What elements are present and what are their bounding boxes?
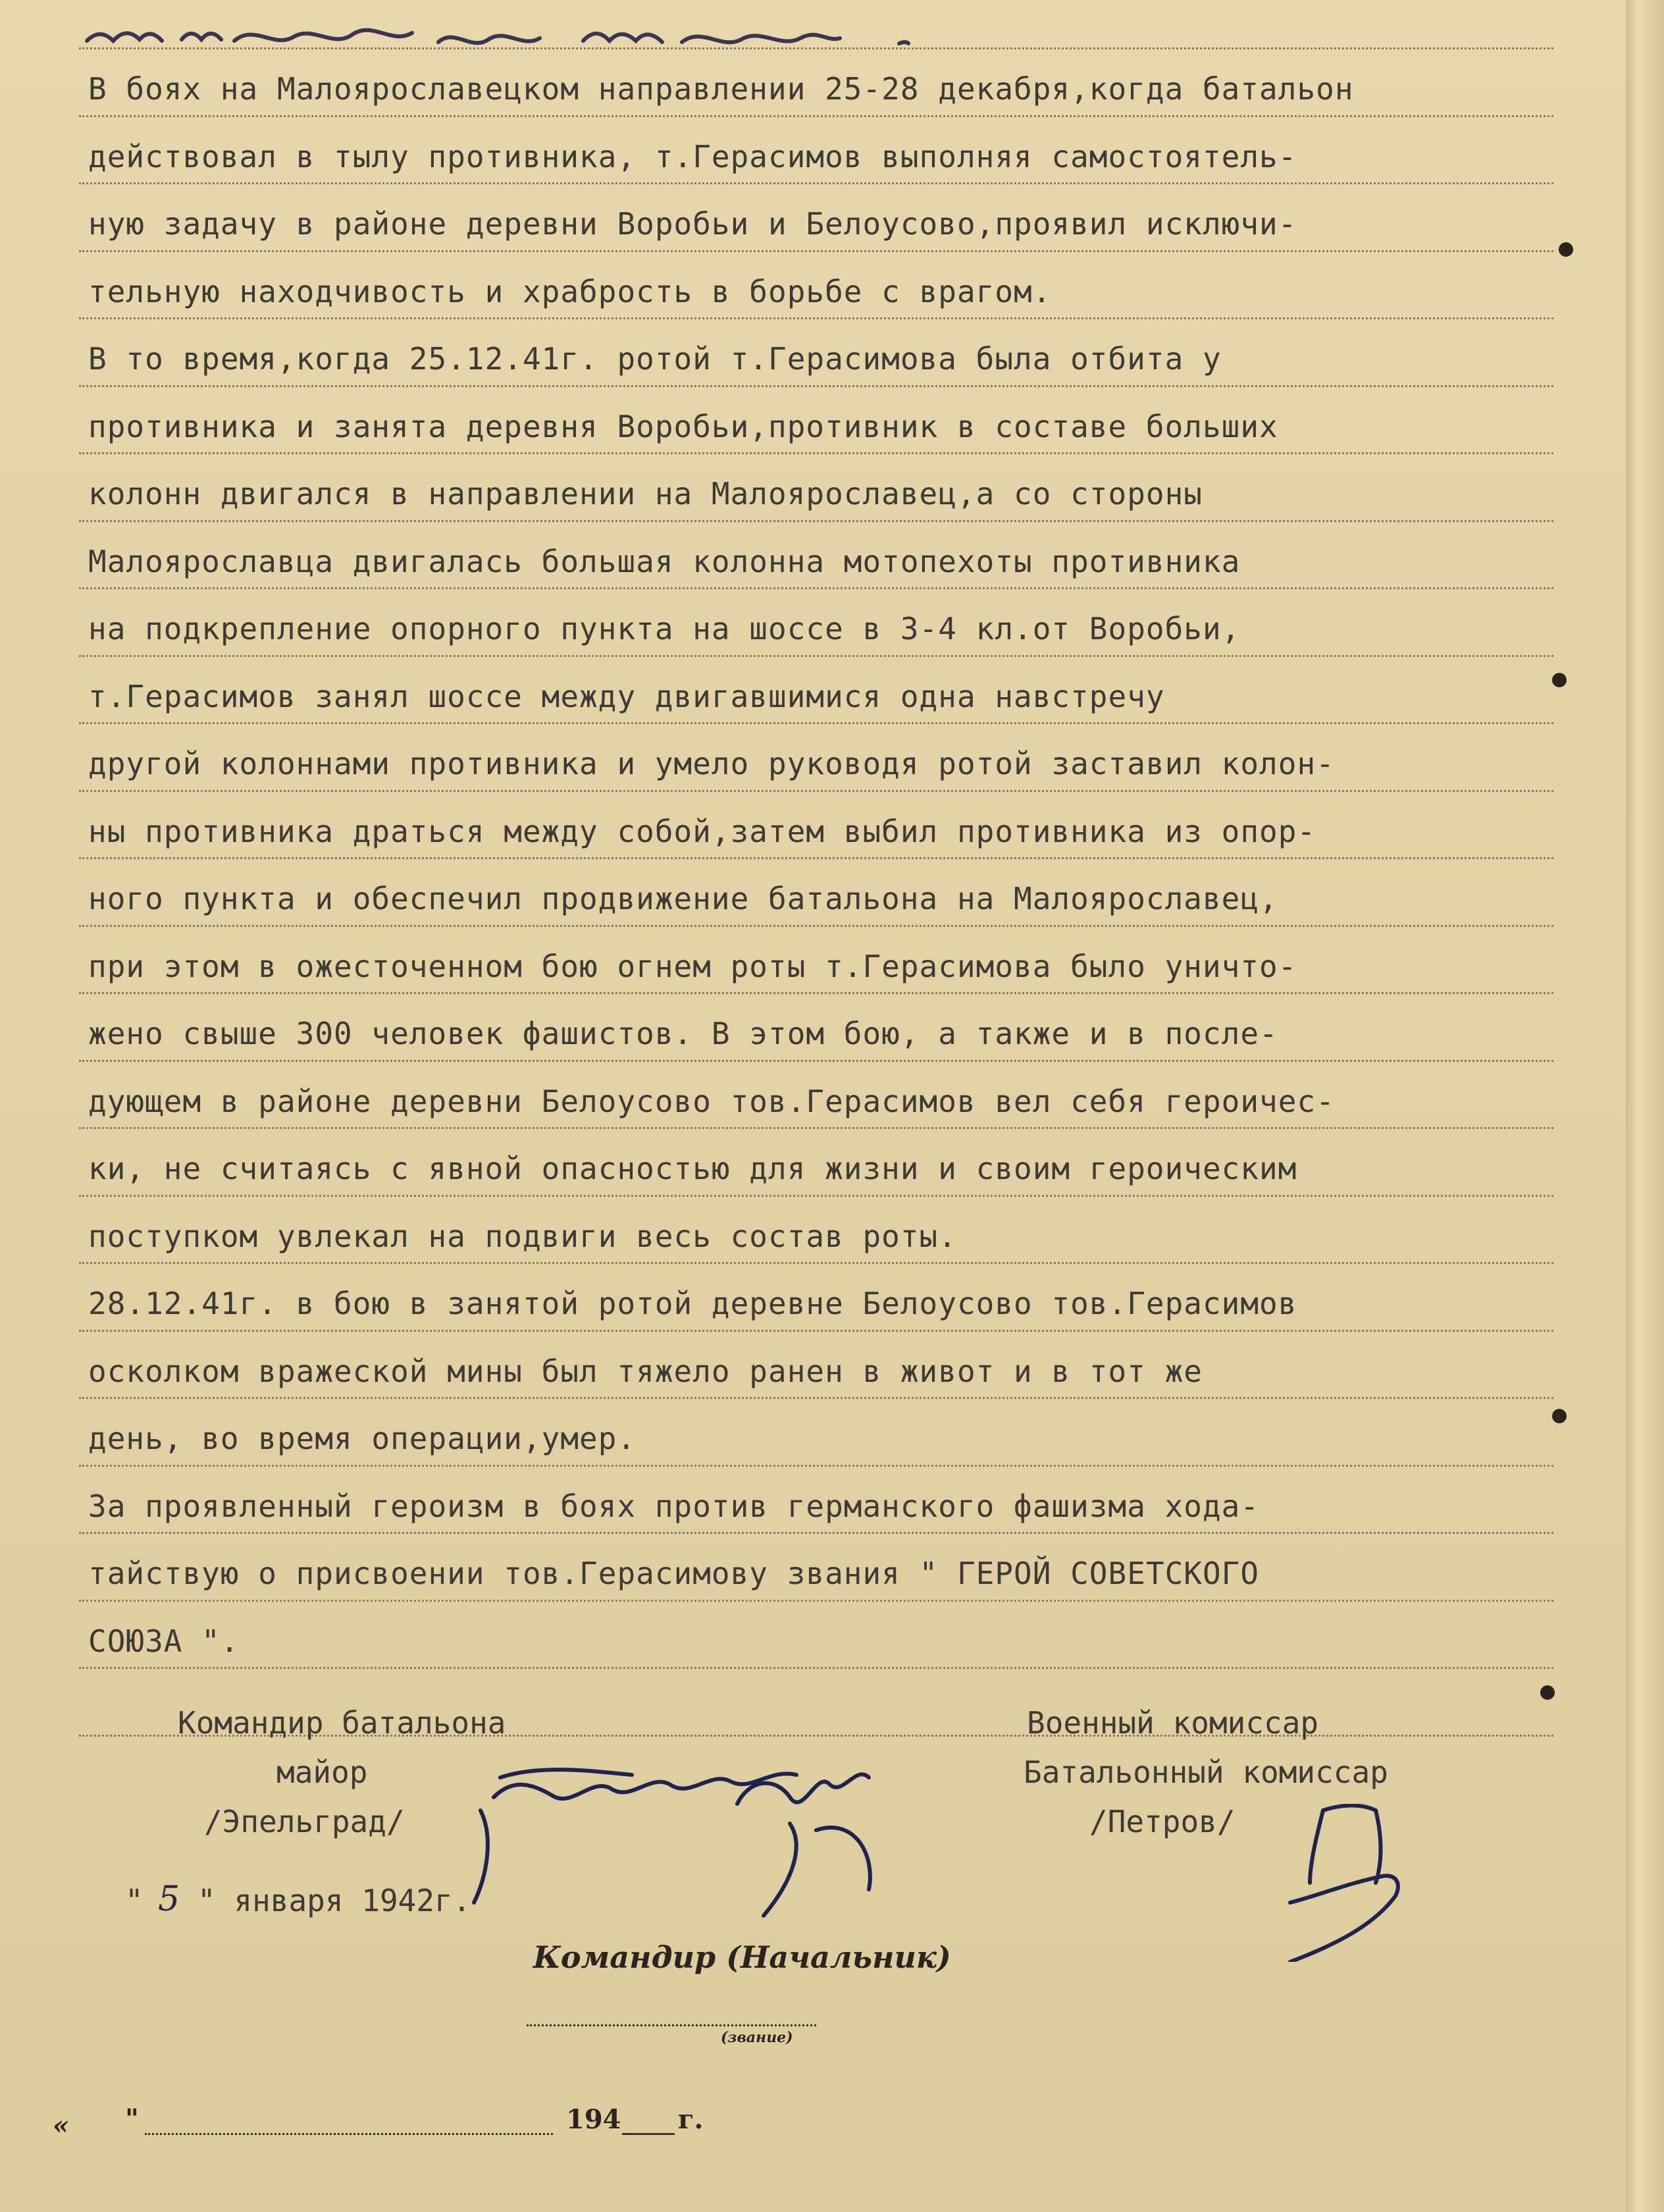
form-rank-line xyxy=(527,2024,816,2026)
body-line: СОЮЗА ". xyxy=(88,1623,240,1659)
body-line: В боях на Малоярославецком направлении 25-28 декабря,когда батальон xyxy=(88,71,1354,107)
form-year-suffix: г. xyxy=(678,2104,704,2135)
dotted-rule xyxy=(79,1330,1553,1332)
dotted-rule xyxy=(79,857,1553,859)
body-line: колонн двигался в направлении на Малоярославец,а со стороны xyxy=(88,476,1203,512)
dotted-rule xyxy=(79,1127,1553,1129)
body-line: За проявленный героизм в боях против германского фашизма хода- xyxy=(88,1488,1260,1524)
dotted-rule xyxy=(79,182,1553,184)
dotted-rule xyxy=(79,1195,1553,1197)
commander-title: Командир батальона xyxy=(178,1705,506,1741)
form-commander-label: Командир (Начальник) xyxy=(533,1939,951,1975)
punch-hole xyxy=(1559,242,1573,257)
commander-signature xyxy=(461,1751,935,1922)
dotted-rule xyxy=(79,47,1553,49)
form-date-line xyxy=(145,2133,553,2135)
dotted-rule xyxy=(79,1532,1553,1534)
dotted-rule xyxy=(79,1397,1553,1399)
dotted-rule xyxy=(79,115,1553,117)
commissar-title: Военный комиссар xyxy=(1027,1705,1319,1741)
commander-name: /Эпельград/ xyxy=(204,1804,405,1839)
date-day: 5 xyxy=(158,1880,180,1919)
body-line: действовал в тылу противника, т.Герасимов выполняя самостоятель- xyxy=(88,139,1297,174)
date-rest: " января 1942г. xyxy=(197,1883,471,1918)
dotted-rule xyxy=(79,250,1553,252)
dotted-rule xyxy=(79,925,1553,927)
body-line: жено свыше 300 человек фашистов. В этом бою, а также и в после- xyxy=(88,1016,1278,1051)
dotted-rule xyxy=(79,655,1553,657)
dotted-rule xyxy=(79,385,1553,387)
body-line: т.Герасимов занял шоссе между двигавшимися одна навстречу xyxy=(88,679,1165,714)
dotted-rule xyxy=(79,1667,1553,1669)
dotted-rule xyxy=(79,317,1553,319)
body-line: на подкрепление опорного пункта на шоссе в 3-4 кл.от Воробьи, xyxy=(88,611,1241,646)
page-edge xyxy=(1626,0,1664,2212)
dotted-rule xyxy=(79,520,1553,522)
dotted-rule xyxy=(79,1060,1553,1062)
punch-hole xyxy=(1552,673,1567,687)
body-line: поступком увлекал на подвиги весь состав роты. xyxy=(88,1219,957,1254)
body-line: тайствую о присвоении тов.Герасимову звания " ГЕРОЙ СОВЕТСКОГО xyxy=(88,1556,1260,1591)
body-line: ного пункта и обеспечил продвижение батальона на Малоярославец, xyxy=(88,881,1278,916)
form-date-guillemet: « xyxy=(53,2110,69,2141)
body-line: ную задачу в районе деревни Воробьи и Белоусово,проявил исключи- xyxy=(88,206,1297,242)
body-line: В то время,когда 25.12.41г. ротой т.Герасимова была отбита у xyxy=(88,341,1222,377)
commissar-rank: Батальонный комиссар xyxy=(1024,1754,1388,1790)
date-open-quote: " xyxy=(125,1883,143,1918)
dotted-rule xyxy=(79,790,1553,792)
punch-hole xyxy=(1540,1685,1555,1700)
commissar-name: /Петров/ xyxy=(1089,1804,1235,1839)
body-line: 28.12.41г. в бою в занятой ротой деревне Белоусово тов.Герасимов xyxy=(88,1286,1297,1321)
body-line: осколком вражеской мины был тяжело ранен в живот и в тот же xyxy=(88,1354,1203,1389)
body-line: при этом в ожесточенном бою огнем роты т.Герасимова было уничто- xyxy=(88,949,1297,984)
form-date-quote: " xyxy=(125,2103,139,2134)
dotted-rule xyxy=(79,1465,1553,1467)
body-line: день, во время операции,умер. xyxy=(88,1421,637,1456)
form-year-prefix: 194 xyxy=(566,2104,621,2135)
dotted-rule xyxy=(79,452,1553,454)
body-line: дующем в районе деревни Белоусово тов.Герасимов вел себя героичес- xyxy=(88,1084,1335,1119)
dotted-rule xyxy=(79,587,1553,589)
punch-hole xyxy=(1552,1409,1567,1423)
dotted-rule xyxy=(79,1262,1553,1264)
dotted-rule xyxy=(79,1600,1553,1602)
form-year-blank xyxy=(622,2133,675,2135)
body-line: другой колоннами противника и умело руководя ротой заставил колон- xyxy=(88,746,1335,781)
body-line: ны противника драться между собой,затем выбил противника из опор- xyxy=(88,814,1316,849)
dotted-rule xyxy=(79,722,1553,724)
form-rank-caption: (звание) xyxy=(721,2029,793,2046)
body-line: противника и занята деревня Воробьи,противник в составе больших xyxy=(88,409,1278,444)
body-line: Малоярославца двигалась большая колонна мотопехоты противника xyxy=(88,544,1241,579)
body-line: тельную находчивость и храбрость в борьбе с врагом. xyxy=(88,274,1052,309)
body-line: ки, не считаясь с явной опасностью для жизни и своим героическим xyxy=(88,1151,1297,1186)
commissar-signature xyxy=(1277,1804,1448,1962)
commander-rank: майор xyxy=(276,1754,368,1790)
dotted-rule xyxy=(79,992,1553,994)
